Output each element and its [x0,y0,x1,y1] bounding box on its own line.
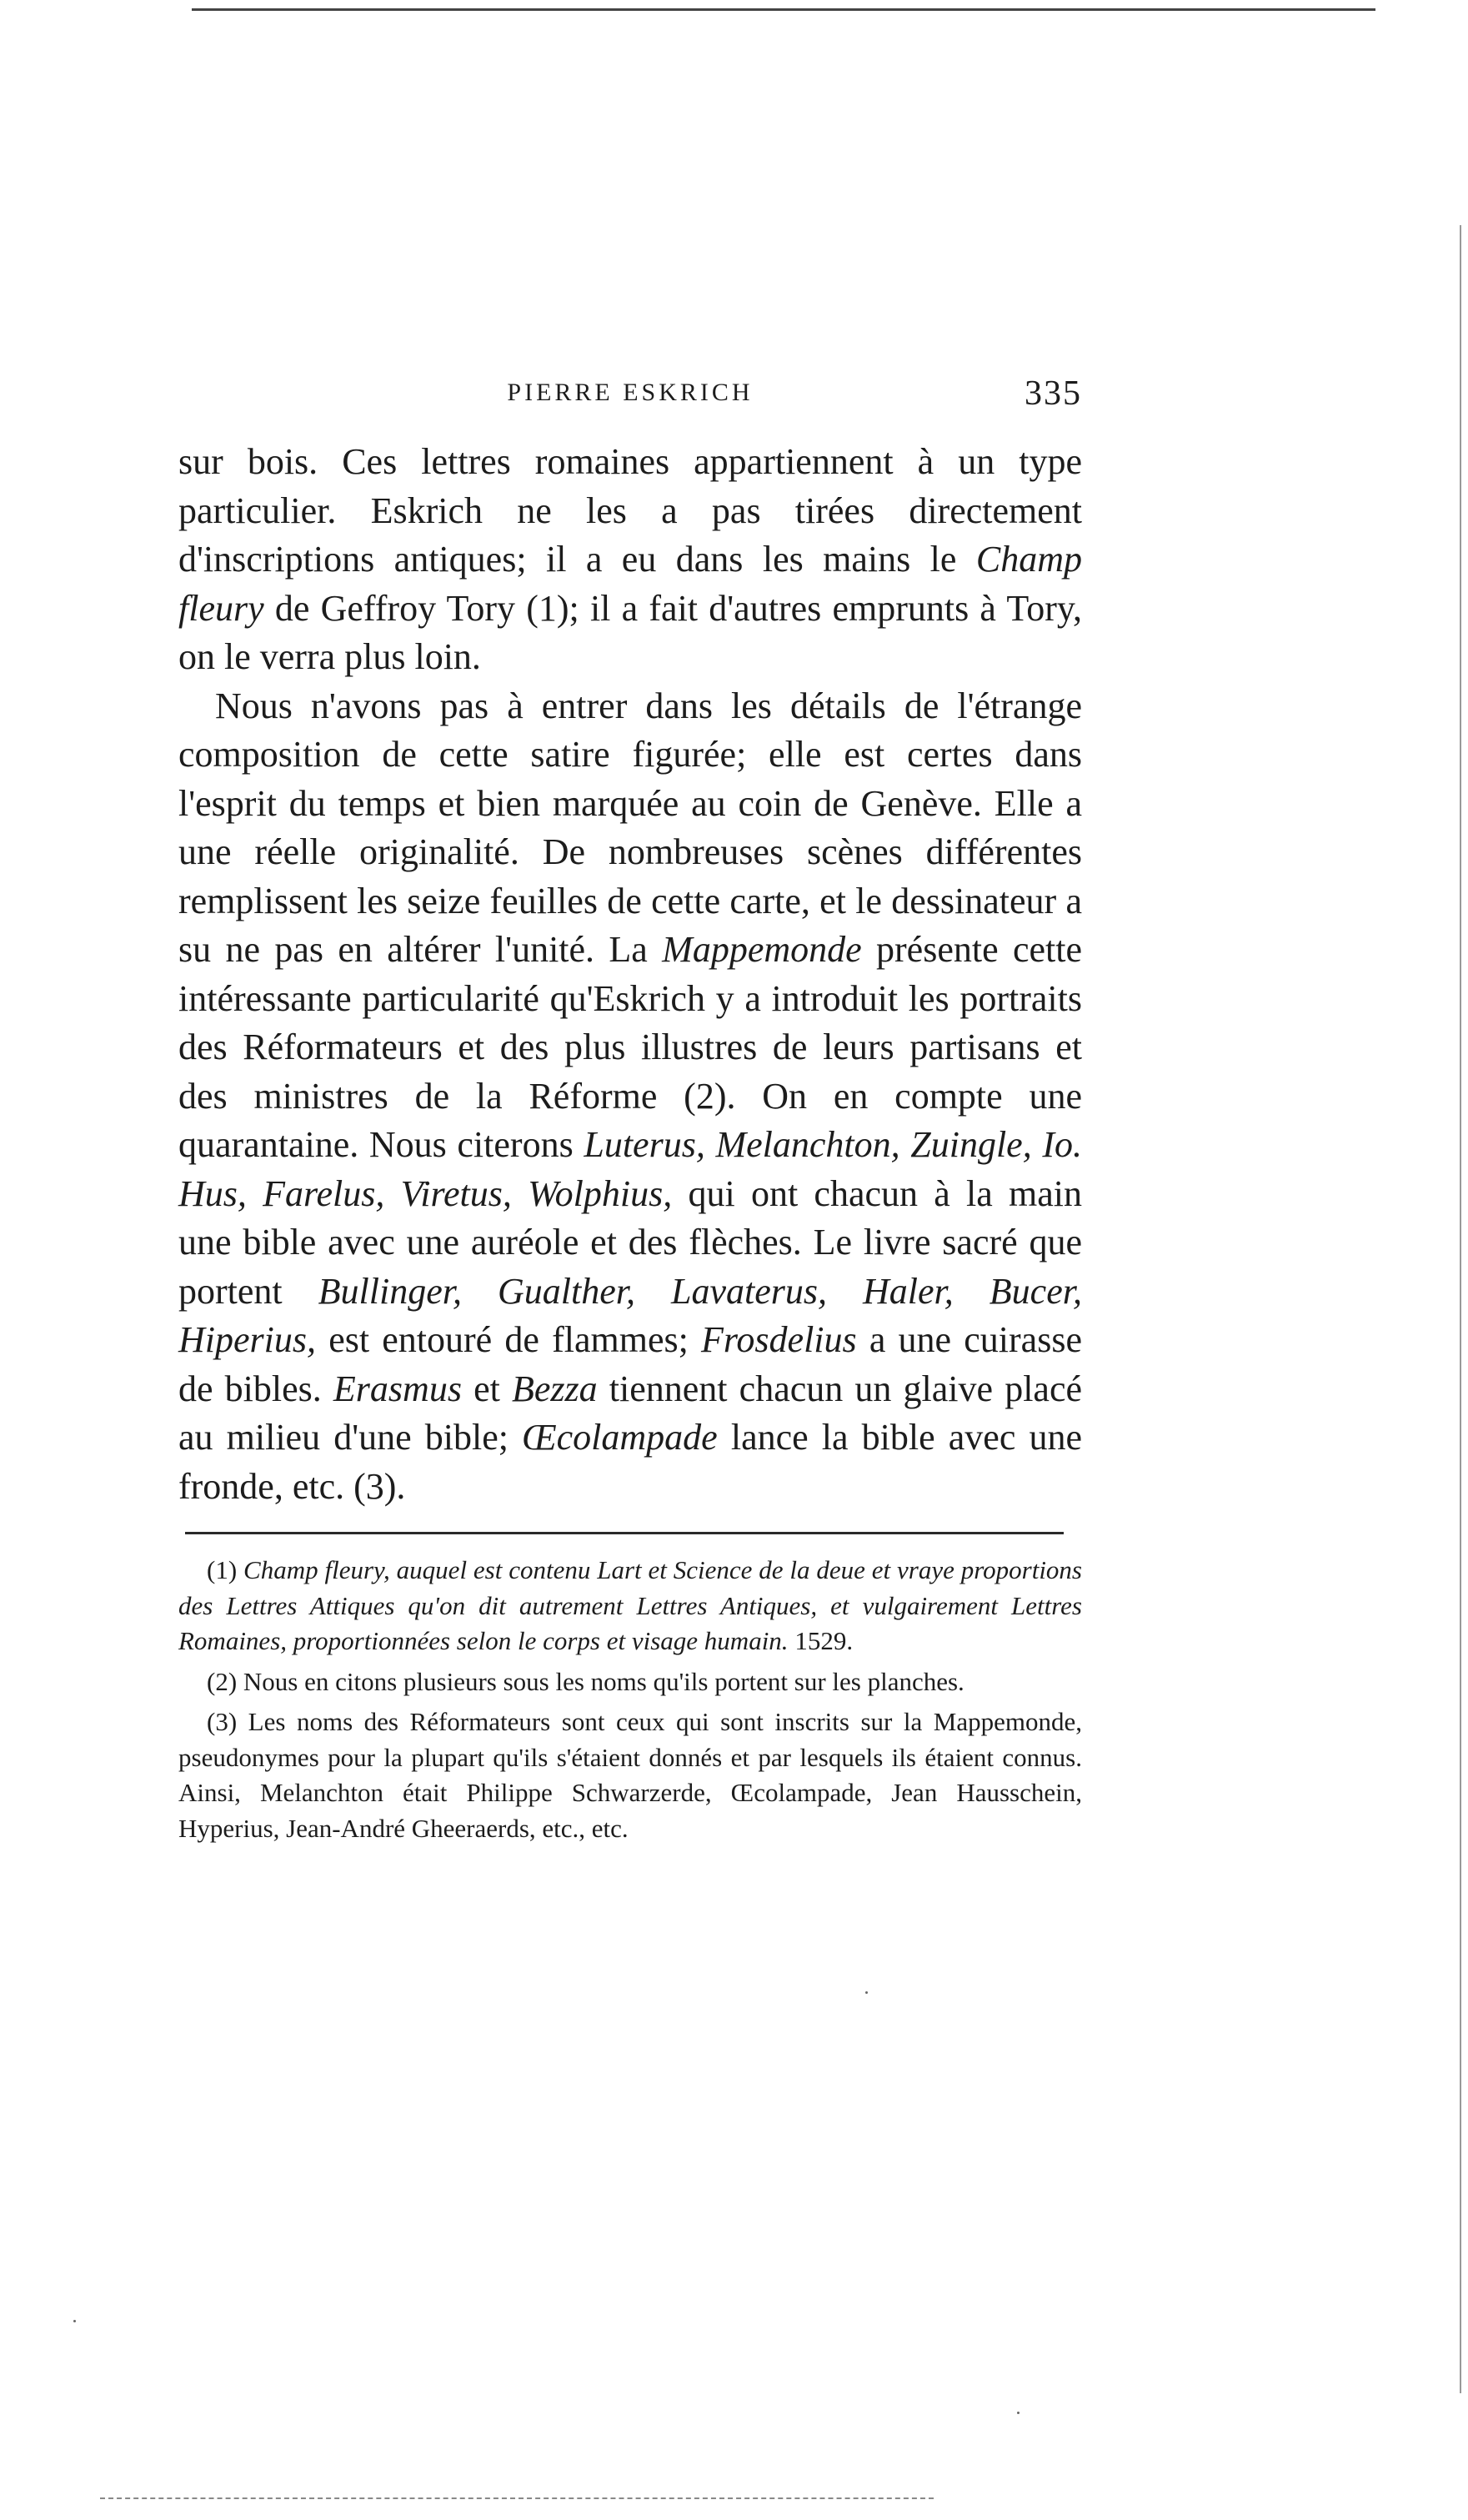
p2-name-bezza: Bezza [512,1368,598,1409]
scan-speck [1017,2412,1020,2414]
scan-bottom-border [100,2497,934,2499]
paragraph-1 [178,438,1082,682]
p2-name-frosdelius: Frosdelius [701,1319,857,1360]
p2-title-mappemonde: Mappemonde [662,929,862,970]
footnote-1-number: (1) [207,1555,244,1584]
footnote-2: (2) Nous en citons plusieurs sous les noms qu'ils portent sur les planches. [207,1666,964,1696]
scan-right-edge [1460,225,1461,2393]
p1-text-2: de Geffroy Tory (1); il a fait d'autres emprunts à Tory, on le verra plus loin. [178,587,1082,677]
page-number: 335 [1025,374,1082,413]
footnote-3: (3) Les noms des Réformateurs sont ceux qui sont inscrits sur la Mappemonde, pseudonymes pour la plupart qu'ils s'étaient donnés et par lesquels ils étaient connus. Ainsi, Melanchton était Philippe Schwarzerde, Œcolampade, Jean Hausschein, Hyperius, Jean-André Gheeraerds, etc., etc. [178,1707,1082,1843]
footnote-1 [178,1553,1082,1659]
p2-name-oecolampade: Œcolampade [522,1417,718,1458]
p2-name-erasmus: Erasmus [333,1368,462,1409]
p2-names-group-1: Luterus, Melanchton, Zuingle, Io. Hus, Farelus, Viretus, Wolphius, [178,1124,1083,1214]
p2-text-1: Nous n'avons pas à entrer dans les détails de l'étrange composition de cette satire figurée; elle est certes dans l'esprit du temps et bien marquée au coin de Genève. Elle a une réelle originalité. De nombreuses scènes différentes remplissent les seize feuilles de cette carte, et le dessinateur a su ne pas en altérer l'unité. La [178,685,1082,970]
footnote-1-year: 1529. [788,1626,854,1655]
scan-speck [73,2320,76,2322]
p2-text-4: est entouré de flammes; [316,1319,702,1360]
footnote-divider [185,1532,1064,1534]
running-title: PIERRE ESKRICH [507,379,754,406]
paragraph-2 [178,682,1082,1512]
scan-speck [865,1991,868,1994]
p2-text-5: a une cuirasse de bibles. [178,1319,1082,1409]
p1-text-1: sur bois. Ces lettres romaines appartiennent à un type particulier. Eskrich ne les a pas tirées directement d'inscriptions antiques; il a eu dans les mains le [178,441,1082,580]
p2-text-3: qui ont chacun à la main une bible avec une auréole et des flèches. Le livre sacré que portent [178,1172,1082,1312]
p1-title-champ-fleury: Champ fleury [178,539,1082,629]
scan-top-border [192,8,1375,11]
p2-text-8: lance la bible avec une fronde, etc. (3). [178,1417,1082,1507]
p2-text-7: tiennent chacun un glaive placé au milieu d'une bible; [178,1368,1082,1458]
footnotes [178,1553,1082,1846]
p2-text-6: et [461,1368,512,1409]
p2-names-group-2: Bullinger, Gualther, Lavaterus, Haler, Bucer, Hiperius, [178,1270,1082,1360]
main-text [178,438,1082,1511]
p2-text-2: présente cette intéressante particularité qu'Eskrich y a introduit les portraits des Réformateurs et des plus illustres de leurs partisans et des ministres de la Réforme (2). On en compte une quarantaine. Nous citerons [178,929,1082,1165]
running-head [178,374,1082,424]
footnote-1-title: Champ fleury, auquel est contenu Lart et Science de la deue et vraye proportions des Lettres Attiques qu'on dit autrement Lettres Antiques, et vulgairement Lettres Romaines, proportionnées selon le corps et visage humain. [178,1555,1082,1655]
